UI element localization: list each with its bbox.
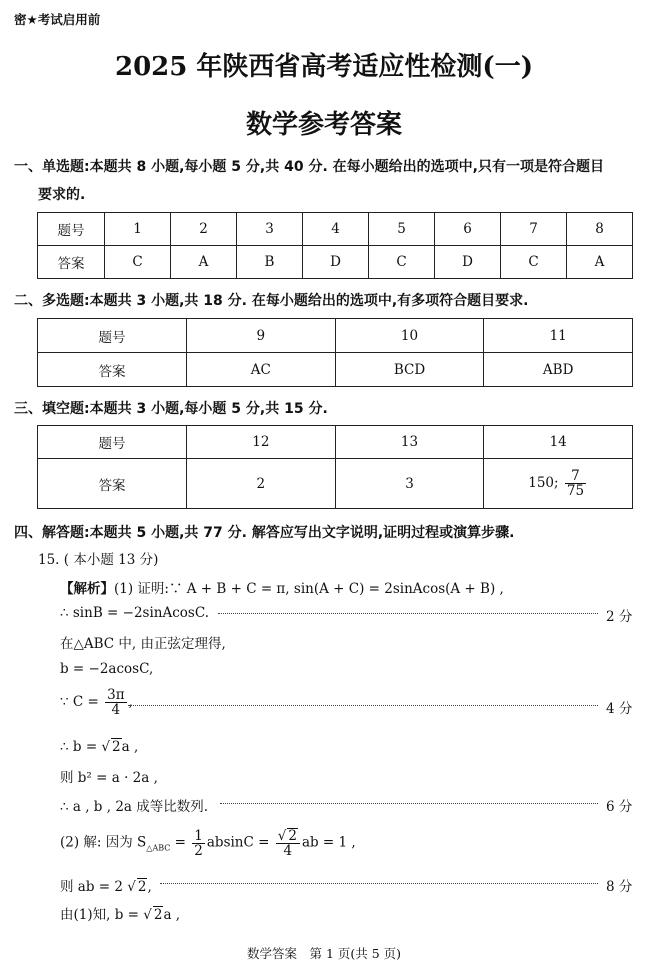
row-label: 答案 <box>38 353 187 387</box>
section4-instruction: 四、解答题:本题共 5 小题,共 77 分. 解答应写出文字说明,证明过程或演算步骤. <box>14 525 515 541</box>
q15-line-6: ∴ b = √ 2a , <box>60 739 139 755</box>
question-number: 9 <box>187 319 336 353</box>
subscript: △ABC <box>146 843 171 853</box>
dot-leader <box>160 875 598 893</box>
score-mark: 8 分 <box>606 879 633 895</box>
question-number: 11 <box>484 319 633 353</box>
question-number-row <box>38 319 633 353</box>
fraction-numerator: 1 <box>194 827 203 844</box>
answer-cell: C <box>369 246 435 279</box>
fraction-numerator: √ 2 <box>276 828 300 844</box>
question-number: 6 <box>435 213 501 246</box>
q15-line-9 <box>60 828 356 858</box>
answer-cell: AC <box>187 353 336 387</box>
row-label: 题号 <box>38 319 187 353</box>
question-number: 4 <box>303 213 369 246</box>
radicand: 2 <box>153 907 163 923</box>
multi-choice-table <box>37 318 633 387</box>
question-number: 2 <box>171 213 237 246</box>
question-number: 8 <box>567 213 633 246</box>
question-number-row <box>38 213 633 246</box>
text: (2) 解: 因为 S <box>60 834 147 851</box>
q15-heading: 15. ( 本小题 13 分) <box>38 552 159 568</box>
analysis-tag: 【解析】 <box>60 581 114 597</box>
question-number: 14 <box>484 426 633 459</box>
question-number: 7 <box>501 213 567 246</box>
answer-cell: 2 <box>187 459 336 509</box>
answer-cell: A <box>567 246 633 279</box>
q15-line-11: 由(1)知, b = √ 2a , <box>60 907 181 923</box>
answer14-value: 150; <box>528 475 559 491</box>
exam-title: 2025 年陕西省高考适应性检测(一) <box>114 52 534 82</box>
answer-cell: D <box>303 246 369 279</box>
fraction-numerator: 3π <box>107 687 125 703</box>
section2-instruction: 二、多选题:本题共 3 小题,共 18 分. 在每小题给出的选项中,有多项符合题目要求. <box>14 293 529 309</box>
section1-instruction-cont: 要求的. <box>38 187 86 203</box>
radicand: 2 <box>288 828 297 844</box>
q15-line-1-text: (1) 证明:∵ A + B + C = π, sin(A + C) = 2sinAcos(A + B) , <box>114 581 504 597</box>
score-mark: 4 分 <box>606 701 633 717</box>
question-number: 12 <box>187 426 336 459</box>
answer-cell: 3 <box>335 459 484 509</box>
question-number: 3 <box>237 213 303 246</box>
fraction-denominator: 75 <box>566 483 585 499</box>
text: ab = 1 , <box>301 834 356 851</box>
radicand: 2 <box>137 879 147 895</box>
row-label: 题号 <box>38 213 105 246</box>
text: = <box>174 834 186 851</box>
answer-cell: ABD <box>484 353 633 387</box>
q15-line-8: ∴ a , b , 2a 成等比数列. <box>60 799 209 815</box>
row-label: 答案 <box>38 246 105 279</box>
answer-key-title: 数学参考答案 <box>245 110 402 140</box>
q15-line-2: ∴ sinB = −2sinAcosC. <box>60 605 209 621</box>
fraction-denominator: 4 <box>111 702 121 719</box>
text: ∵ C = <box>60 694 99 711</box>
question-number: 5 <box>369 213 435 246</box>
page-footer: 数学答案 第 1 页(共 5 页) <box>246 946 402 961</box>
score-mark: 6 分 <box>606 799 633 815</box>
answer-row <box>38 246 633 279</box>
fraction <box>105 688 126 717</box>
text: a , <box>163 907 181 923</box>
fraction <box>192 829 205 858</box>
text: , <box>128 694 133 711</box>
q15-line-3: 在△ABC 中, 由正弦定理得, <box>60 636 226 652</box>
q15-line-1 <box>60 577 504 597</box>
radicand: 2 <box>112 739 121 755</box>
dot-leader <box>220 795 598 813</box>
fraction-denominator: 2 <box>194 842 203 859</box>
dot-leader <box>128 697 598 715</box>
fraction-denominator: 4 <box>283 843 293 860</box>
answer-cell: C <box>105 246 171 279</box>
question-number: 13 <box>335 426 484 459</box>
section3-instruction: 三、填空题:本题共 3 小题,每小题 5 分,共 15 分. <box>14 401 328 417</box>
answer-cell: D <box>435 246 501 279</box>
fill-blank-table <box>37 425 633 509</box>
answer-cell-14 <box>484 459 633 509</box>
answer14-fraction <box>565 469 586 498</box>
dot-leader <box>218 605 598 623</box>
answer-row <box>38 353 633 387</box>
question-number-row <box>38 426 633 459</box>
q15-line-4: b = −2acosC, <box>60 661 154 677</box>
text: 则 ab = 2 <box>60 879 123 895</box>
q15-line-5 <box>60 688 133 717</box>
score-mark: 2 分 <box>606 609 633 625</box>
fraction <box>276 828 300 858</box>
answer-cell: BCD <box>335 353 484 387</box>
answer-cell: A <box>171 246 237 279</box>
section1-instruction: 一、单选题:本题共 8 小题,每小题 5 分,共 40 分. 在每小题给出的选项中,只有一项是符合题目 <box>14 159 604 175</box>
text: a , <box>121 739 139 755</box>
fraction-numerator: 7 <box>565 469 586 484</box>
text: 由(1)知, b = <box>60 907 139 923</box>
single-choice-table <box>37 212 633 279</box>
text: ∴ b = <box>60 739 98 755</box>
answer-row <box>38 459 633 509</box>
answer-cell: C <box>501 246 567 279</box>
answer-cell: B <box>237 246 303 279</box>
row-label: 答案 <box>38 459 187 509</box>
question-number: 1 <box>105 213 171 246</box>
text: , <box>147 879 152 895</box>
question-number: 10 <box>335 319 484 353</box>
confidential-mark: 密★考试启用前 <box>14 12 101 27</box>
text: absinC = <box>206 834 270 851</box>
row-label: 题号 <box>38 426 187 459</box>
q15-line-10: 则 ab = 2 √ 2, <box>60 879 152 895</box>
q15-line-7: 则 b² = a · 2a , <box>60 770 158 786</box>
